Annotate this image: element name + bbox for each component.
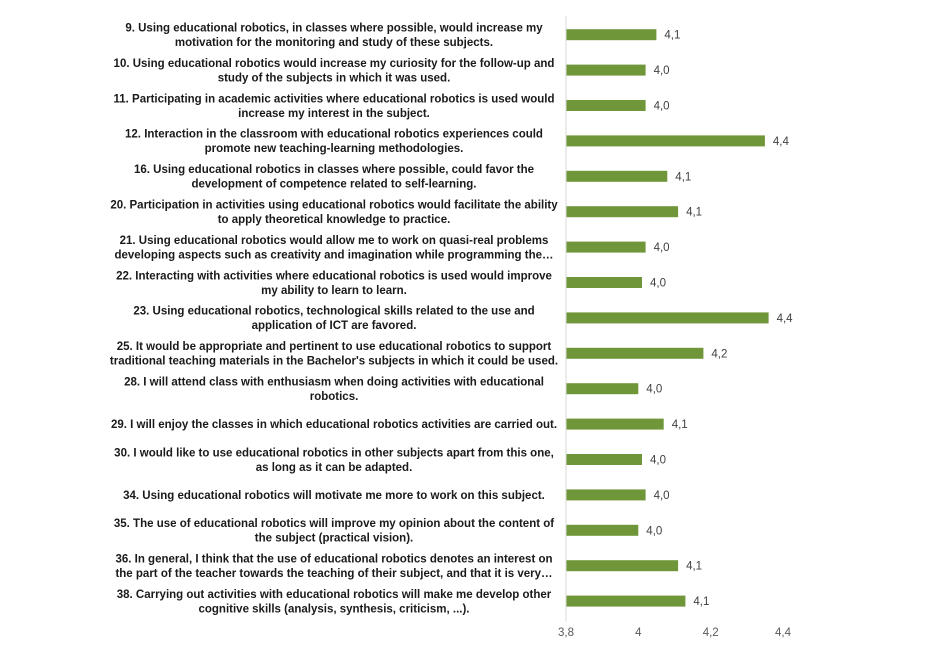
data-label: 4,0 bbox=[653, 489, 670, 502]
bar bbox=[566, 383, 638, 394]
category-label: 10. Using educational robotics would increase my curiosity for the follow-up and study of the subjects in which it was used. bbox=[113, 57, 555, 85]
bar bbox=[566, 312, 769, 323]
category-label: 25. It would be appropriate and pertinent to use educational robotics to support traditional teaching materials in the Bachelor's subjects in which it could be used. bbox=[109, 341, 559, 368]
x-axis-ticks bbox=[558, 627, 792, 639]
category-label: 23. Using educational robotics, technological skills related to the use and application of ICT are favored. bbox=[133, 305, 535, 333]
bar bbox=[566, 489, 646, 500]
data-label: 4,1 bbox=[693, 596, 710, 609]
category-label: 34. Using educational robotics will motivate me more to work on this subject. bbox=[123, 489, 545, 502]
bar bbox=[566, 596, 685, 607]
bar bbox=[566, 29, 656, 40]
category-label: 22. Interacting with activities where educational robotics is used would improve my ability to learn to learn. bbox=[116, 270, 552, 297]
category-labels bbox=[110, 23, 558, 616]
bar bbox=[566, 277, 642, 288]
bar bbox=[566, 348, 703, 359]
data-label: 4,4 bbox=[772, 135, 789, 148]
bar bbox=[566, 135, 765, 146]
x-tick-label: 4,2 bbox=[702, 627, 719, 639]
x-tick-label: 4 bbox=[635, 627, 642, 639]
data-label: 4,0 bbox=[653, 242, 670, 255]
bar bbox=[566, 419, 664, 430]
data-label: 4,0 bbox=[653, 100, 670, 113]
data-label: 4,0 bbox=[646, 383, 663, 396]
bar bbox=[566, 206, 678, 217]
data-label: 4,1 bbox=[671, 419, 688, 432]
data-label: 4,1 bbox=[686, 560, 703, 573]
category-label: 38. Carrying out activities with educational robotics will make me develop other cognitive skills (analysis, synthesis, criticism, ...). bbox=[116, 588, 552, 616]
category-label: 30. I would like to use educational robotics in other subjects apart from this one, as long as it can be adapted. bbox=[114, 447, 554, 474]
data-label: 4,0 bbox=[646, 525, 663, 538]
bars bbox=[566, 29, 769, 609]
data-label: 4,1 bbox=[664, 29, 681, 42]
data-label: 4,0 bbox=[650, 277, 666, 290]
x-tick-label: 4,4 bbox=[775, 627, 791, 639]
bar bbox=[566, 100, 646, 111]
bar bbox=[566, 171, 667, 182]
data-label: 4,4 bbox=[776, 312, 793, 325]
bar bbox=[566, 560, 678, 571]
category-label: 12. Interaction in the classroom with educational robotics experiences could promote new teaching-learning methodologies. bbox=[125, 128, 543, 156]
bar bbox=[566, 65, 646, 76]
data-label: 4,0 bbox=[653, 65, 670, 78]
category-label: 11. Participating in academic activities where educational robotics is used would increase my interest in the subject. bbox=[113, 93, 555, 120]
category-label: 29. I will enjoy the classes in which educational robotics activities are carried out. bbox=[110, 419, 558, 432]
category-label: 36. In general, I think that the use of educational robotics denotes an interest on the part of the teacher towards the teaching of their subject, and that it is very… bbox=[115, 553, 553, 580]
bar bbox=[566, 242, 646, 253]
data-label: 4,2 bbox=[711, 348, 728, 361]
data-label: 4,1 bbox=[675, 171, 692, 184]
category-label: 28. I will attend class with enthusiasm when doing activities with educational robotics. bbox=[124, 376, 544, 403]
data-label: 4,0 bbox=[650, 454, 666, 467]
category-label: 20. Participation in activities using educational robotics would facilitate the ability to apply theoretical knowledge to practice. bbox=[110, 199, 558, 226]
bar bbox=[566, 454, 642, 465]
data-label: 4,1 bbox=[686, 206, 703, 219]
bar bbox=[566, 525, 638, 536]
category-label: 16. Using educational robotics in classes where possible, could favor the development of competence related to self-learning. bbox=[133, 164, 535, 191]
category-label: 21. Using educational robotics would allow me to work on quasi-real problems developing aspects such as creativity and imagination while programming the… bbox=[114, 234, 554, 262]
x-tick-label: 3,8 bbox=[558, 627, 574, 639]
category-label: 35. The use of educational robotics will improve my opinion about the content of the subject (practical vision). bbox=[113, 518, 555, 545]
category-label: 9. Using educational robotics, in classes where possible, would increase my motivation for the monitoring and study of these subjects. bbox=[125, 22, 543, 49]
